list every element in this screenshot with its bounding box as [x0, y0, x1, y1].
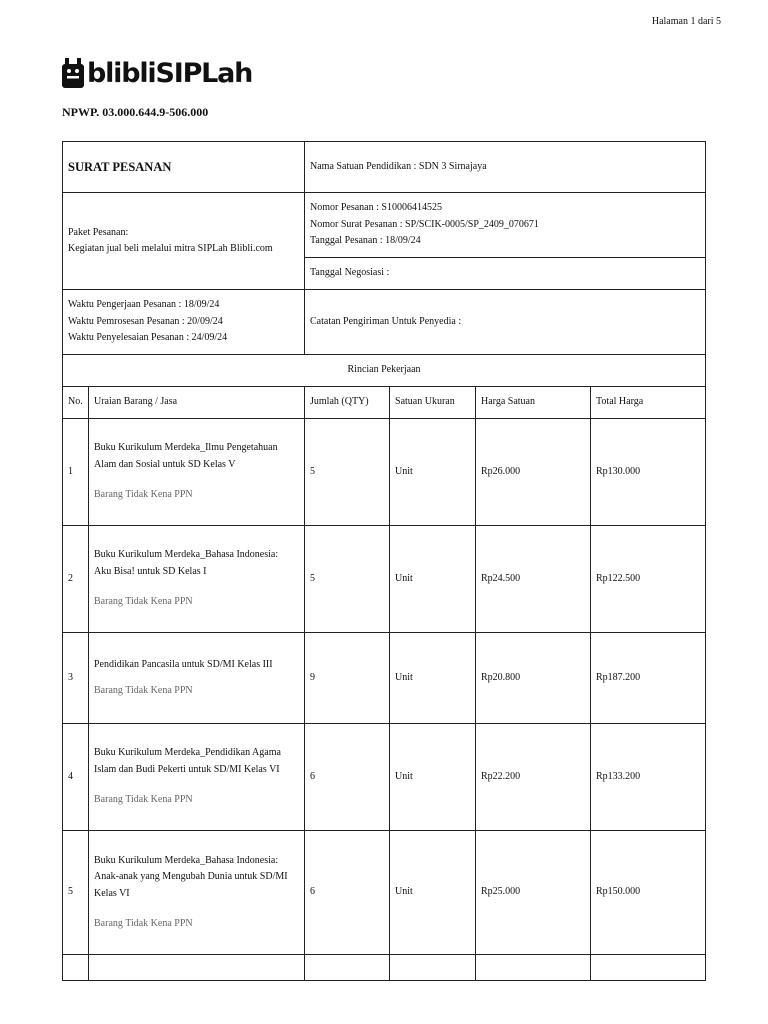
- order-number: Nomor Pesanan : S10006414525: [310, 202, 442, 214]
- order-date: Tanggal Pesanan : 18/09/24: [310, 235, 421, 247]
- table-row: [63, 526, 706, 633]
- item-name-line: Islam dan Budi Pekerti untuk SD/MI Kelas VI: [94, 763, 280, 775]
- item-tax-note: Barang Tidak Kena PPN: [94, 685, 193, 696]
- column-header-qty: Jumlah (QTY): [305, 387, 390, 419]
- item-description: [89, 526, 305, 633]
- table-row: [63, 831, 706, 955]
- item-no: 1: [63, 419, 89, 526]
- timeline-cell: [63, 290, 305, 355]
- document-title-cell: [63, 142, 305, 193]
- table-row: [63, 724, 706, 831]
- column-header-total: Total Harga: [591, 387, 706, 419]
- item-unit: Unit: [390, 633, 476, 724]
- column-header-unit-price: Harga Satuan: [476, 387, 591, 419]
- item-tax-note: Barang Tidak Kena PPN: [94, 918, 193, 929]
- item-description: [89, 633, 305, 724]
- item-name-line: Buku Kurikulum Merdeka_Bahasa Indonesia:: [94, 549, 279, 561]
- item-unit: Unit: [390, 831, 476, 955]
- item-unit: Unit: [390, 419, 476, 526]
- item-name-line: Alam dan Sosial untuk SD Kelas V: [94, 458, 236, 470]
- item-total: Rp187.200: [591, 633, 706, 724]
- work-time: Waktu Pengerjaan Pesanan : 18/09/24: [68, 299, 220, 311]
- order-table: [62, 141, 706, 981]
- column-header-unit: Satuan Ukuran: [390, 387, 476, 419]
- item-name-line: Buku Kurikulum Merdeka_Bahasa Indonesia:: [94, 854, 279, 866]
- item-name-line: Buku Kurikulum Merdeka_Ilmu Pengetahuan: [94, 442, 278, 454]
- item-unit-price: Rp20.800: [476, 633, 591, 724]
- item-unit-price: Rp24.500: [476, 526, 591, 633]
- item-name-line: Buku Kurikulum Merdeka_Pendidikan Agama: [94, 747, 281, 759]
- item-name-line: Anak-anak yang Mengubah Dunia untuk SD/MI: [94, 871, 288, 882]
- item-tax-note: Barang Tidak Kena PPN: [94, 794, 193, 806]
- document-title: SURAT PESANAN: [68, 159, 172, 174]
- item-qty: 5: [305, 419, 390, 526]
- item-unit-price: Rp25.000: [476, 831, 591, 955]
- table-row-partial: [63, 955, 706, 981]
- letter-number: Nomor Surat Pesanan : SP/SCIK-0005/SP_2409_070671: [310, 218, 539, 230]
- column-header-no: No.: [63, 387, 89, 419]
- item-tax-note: Barang Tidak Kena PPN: [94, 489, 193, 501]
- item-no: 4: [63, 724, 89, 831]
- item-qty: 9: [305, 633, 390, 724]
- item-name-line: Kelas VI: [94, 887, 130, 899]
- school-name: Nama Satuan Pendidikan : SDN 3 Sirnajaya: [305, 142, 706, 193]
- item-qty: 6: [305, 831, 390, 955]
- item-description: [89, 831, 305, 955]
- item-unit-price: Rp22.200: [476, 724, 591, 831]
- finish-time: Waktu Penyelesaian Pesanan : 24/09/24: [68, 332, 228, 344]
- item-no: 5: [63, 831, 89, 955]
- item-no: 2: [63, 526, 89, 633]
- table-row: [63, 633, 706, 724]
- section-title: Rincian Pekerjaan: [63, 355, 706, 387]
- item-total: Rp150.000: [591, 831, 706, 955]
- blibli-bag-icon: [62, 58, 84, 88]
- package-cell: [63, 193, 305, 290]
- package-label: Paket Pesanan:: [68, 226, 129, 238]
- item-qty: 6: [305, 724, 390, 831]
- item-total: Rp133.200: [591, 724, 706, 831]
- item-name-line: Pendidikan Pancasila untuk SD/MI Kelas III: [94, 658, 273, 670]
- item-total: Rp130.000: [591, 419, 706, 526]
- item-description: [89, 419, 305, 526]
- item-unit: Unit: [390, 724, 476, 831]
- package-value: Kegiatan jual beli melalui mitra SIPLah Blibli.com: [68, 243, 273, 254]
- shipping-note: Catatan Pengiriman Untuk Penyedia :: [305, 290, 706, 355]
- npwp-number: NPWP. 03.000.644.9-506.000: [62, 105, 209, 119]
- column-header-row: [63, 387, 706, 419]
- negotiation-date: Tanggal Negosiasi :: [305, 258, 706, 290]
- item-tax-note: Barang Tidak Kena PPN: [94, 596, 193, 608]
- item-unit: Unit: [390, 526, 476, 633]
- column-header-description: Uraian Barang / Jasa: [89, 387, 305, 419]
- item-total: Rp122.500: [591, 526, 706, 633]
- table-row: [63, 419, 706, 526]
- item-qty: 5: [305, 526, 390, 633]
- item-name-line: Aku Bisa! untuk SD Kelas I: [94, 565, 207, 577]
- brand-logo: [62, 58, 252, 88]
- item-description: [89, 724, 305, 831]
- order-info-cell: [305, 193, 706, 258]
- page-indicator: Halaman 1 dari 5: [651, 16, 721, 27]
- process-time: Waktu Pemrosesan Pesanan : 20/09/24: [68, 315, 223, 327]
- item-no: 3: [63, 633, 89, 724]
- brand-name: blibliSIPLah: [87, 57, 253, 89]
- item-unit-price: Rp26.000: [476, 419, 591, 526]
